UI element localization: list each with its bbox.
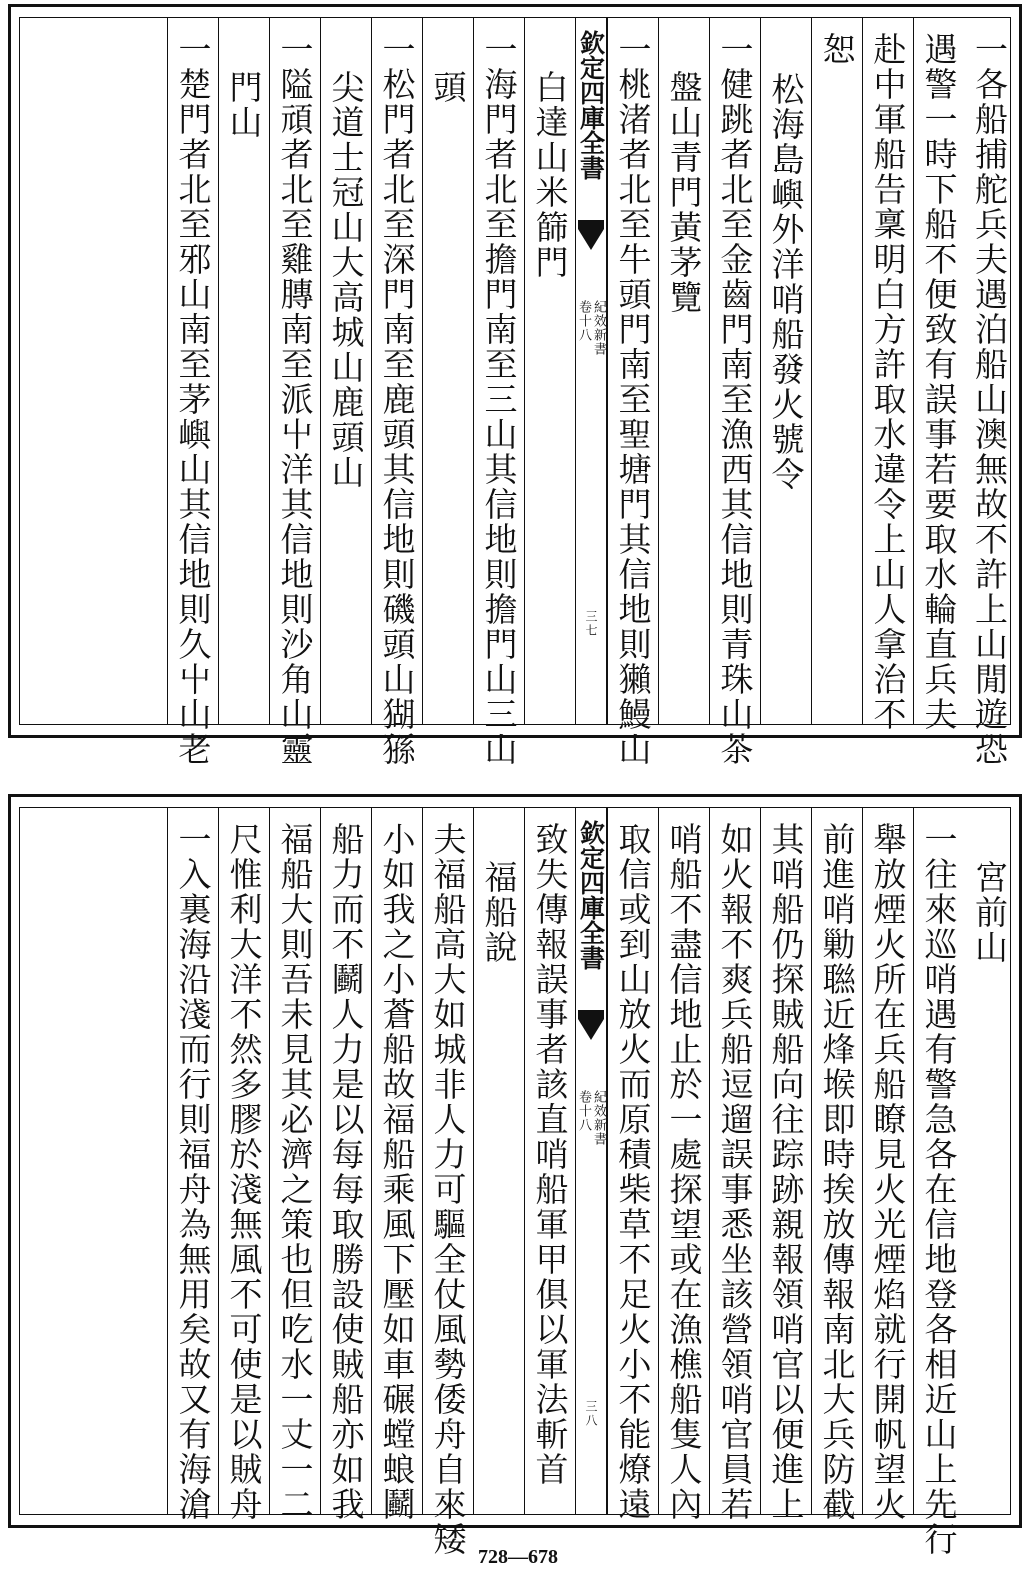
- text-column: [811, 18, 862, 724]
- column-text: 福船說: [479, 860, 519, 965]
- text-column: [607, 808, 658, 1522]
- text-column: [658, 808, 709, 1522]
- fishtail-mark: [578, 220, 604, 250]
- top-page-frame: [19, 17, 1011, 767]
- top-page: [8, 4, 1022, 767]
- center-title: 欽定四庫全書: [576, 30, 606, 180]
- column-text: 松海島嶼外洋哨船發火號令: [766, 72, 806, 492]
- text-column: [422, 18, 473, 724]
- column-text: 遇警一時下船不便致有誤事若要取水輪直兵夫: [919, 32, 959, 732]
- text-column: [709, 808, 760, 1522]
- column-text: 宮前山: [970, 860, 1009, 965]
- text-column: [913, 18, 964, 732]
- text-column: [811, 808, 862, 1522]
- center-column: [575, 808, 607, 1514]
- text-column: [862, 808, 913, 1522]
- text-column: [862, 18, 913, 732]
- column-text: 前進哨勦聮近烽堠即時挨放傳報南北大兵防截: [817, 822, 857, 1522]
- text-column: [167, 808, 218, 1522]
- text-column: [371, 808, 422, 1522]
- text-column: [371, 18, 422, 767]
- text-column: [320, 18, 371, 724]
- fishtail-mark: [578, 1010, 604, 1040]
- volume-label: 卷十八: [576, 1090, 591, 1132]
- column-text: 一海門者北至擔門南至三山其信地則擔門山三山: [479, 32, 519, 767]
- text-column: [218, 808, 269, 1522]
- text-column: [607, 18, 658, 767]
- text-column: [320, 808, 371, 1522]
- text-column: [473, 808, 524, 1514]
- column-text: 福船大則吾未見其必濟之策也但吃水一丈一二: [275, 822, 315, 1522]
- column-text: 尺惟利大洋不然多膠於淺無風不可使是以賊舟: [224, 822, 264, 1522]
- column-text: 舉放煙火所在兵船瞭見火光煙焰就行開帆望火: [868, 822, 908, 1522]
- column-text: 門山: [224, 70, 264, 140]
- text-column: [964, 808, 1015, 1514]
- text-column: [760, 18, 811, 724]
- text-column: [167, 18, 218, 767]
- text-column: [913, 808, 964, 1557]
- text-column: [473, 18, 524, 767]
- text-column: [760, 808, 811, 1522]
- column-text: 哨船不盡信地止於一處探望或在漁樵船隻人內: [664, 822, 704, 1522]
- volume-label: 卷十八: [576, 300, 591, 342]
- column-text: 其哨船仍探賊船向往踪跡親報領哨官以便進上: [766, 822, 806, 1522]
- column-text: 一隘頑者北至雞膞南至派屮洋其信地則沙角山靈: [275, 32, 315, 767]
- book-title: 紀效新書: [591, 300, 606, 356]
- column-text: 一松門者北至深門南至鹿頭其信地則磯頭山猢猻: [377, 32, 417, 767]
- column-text: 一往來巡哨遇有警急各在信地登各相近山上先行: [919, 822, 959, 1557]
- text-column: [422, 808, 473, 1557]
- page-number: 三七: [584, 610, 598, 638]
- text-column: [964, 18, 1015, 767]
- page-number: 三八: [584, 1400, 598, 1428]
- column-text: 頭: [428, 70, 468, 105]
- text-column: [218, 18, 269, 724]
- column-text: 赴中軍船告稟明白方許取水違令上山人拿治不: [868, 32, 908, 732]
- column-text: 一楚門者北至邪山南至茅嶼山其信地則久屮山老: [173, 32, 213, 767]
- column-text: 致失傳報誤事者該直哨船軍甲俱以軍法斬首: [530, 822, 570, 1487]
- text-column: [709, 18, 760, 767]
- column-text: 一健跳者北至金齒門南至漁西其信地則青珠山茶: [715, 32, 755, 767]
- center-title: 欽定四庫全書: [576, 820, 606, 970]
- text-column: [524, 18, 575, 724]
- column-text: 一入裏海沿淺而行則福舟為無用矣故又有海滄: [173, 822, 213, 1522]
- column-text: 夫福船高大如城非人力可驅全仗風勢倭舟自來矮: [428, 822, 468, 1557]
- column-text: 尖道士冠山大高城山鹿頭山: [326, 70, 366, 490]
- column-text: 如火報不爽兵船逗遛誤事悉坐該營領哨官員若: [715, 822, 755, 1522]
- center-column: [575, 18, 607, 724]
- column-text: 一各船捕舵兵夫遇泊船山澳無故不許上山閒遊恐: [970, 32, 1009, 767]
- column-text: 一桃渚者北至牛頭門南至聖塘門其信地則獺鰻山: [613, 32, 653, 767]
- column-text: 恕: [817, 32, 857, 67]
- text-column: [658, 18, 709, 724]
- column-text: 船力而不鬬人力是以每每取勝設使賊船亦如我: [326, 822, 366, 1522]
- column-text: 小如我之小蒼船故福船乘風下壓如車碾螳蜋鬬: [377, 822, 417, 1522]
- column-text: 盤山青門黃茅覽: [664, 70, 704, 315]
- text-column: [269, 18, 320, 767]
- footer-page-code: 728—678: [478, 1546, 558, 1568]
- column-text: 取信或到山放火而原積柴草不足火小不能燎遠: [613, 822, 653, 1522]
- text-column: [269, 808, 320, 1522]
- column-text: 白達山米篩門: [530, 70, 570, 280]
- book-title: 紀效新書: [591, 1090, 606, 1146]
- text-column: [524, 808, 575, 1514]
